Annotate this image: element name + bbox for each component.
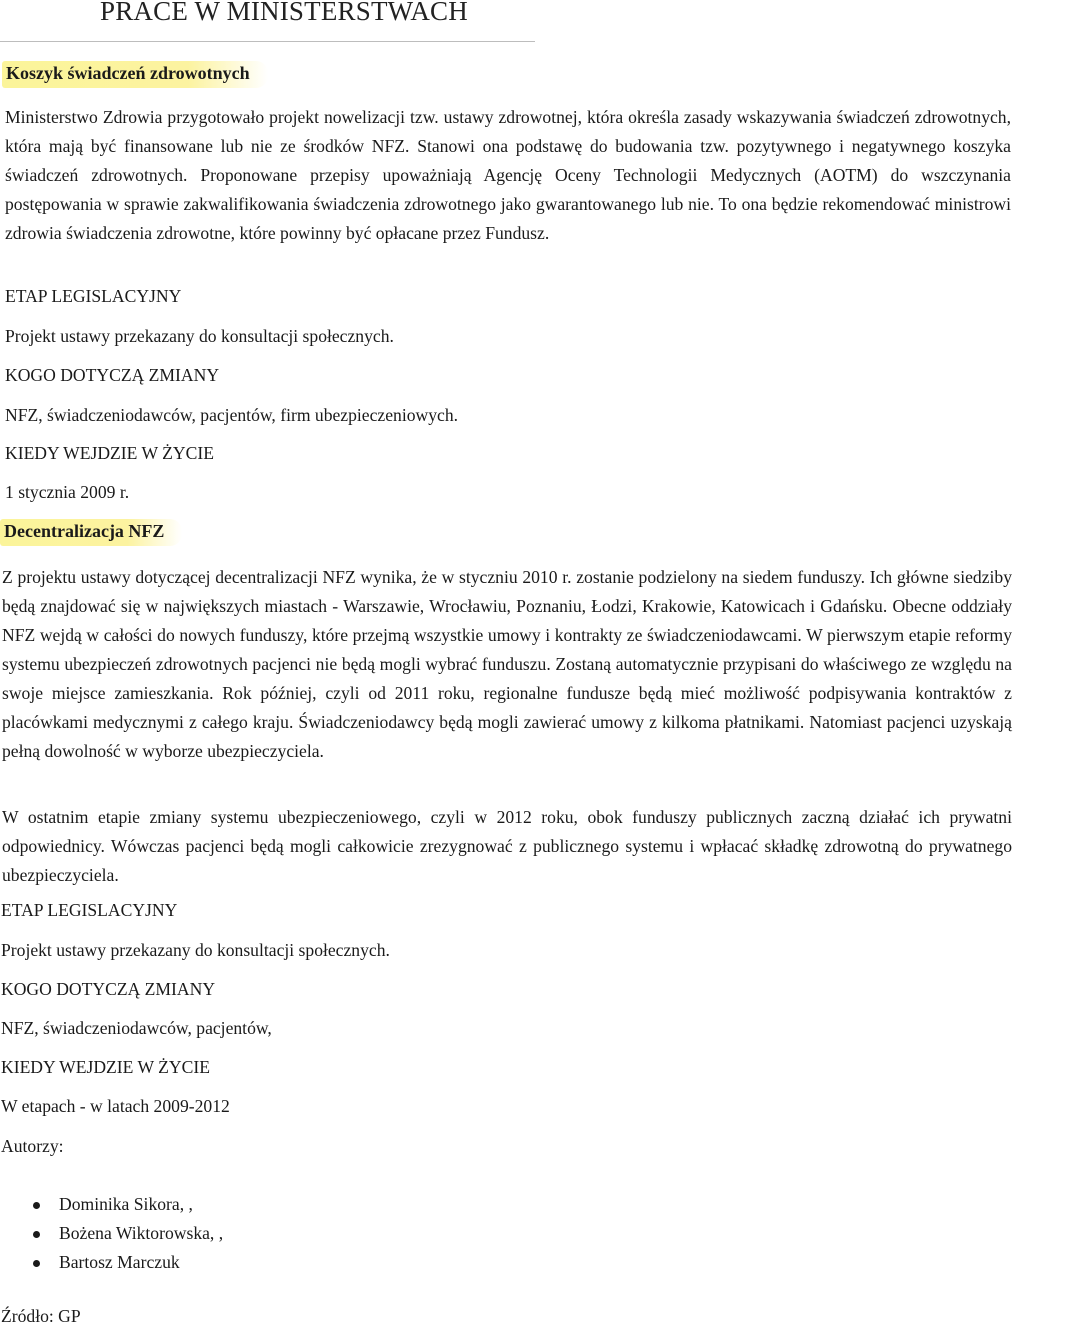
kogo-value: NFZ, świadczeniodawców, pacjentów, firm ubezpieczeniowych. <box>5 405 459 425</box>
bullet-icon <box>33 1231 40 1238</box>
source-line: Źródło: GP <box>1 1306 81 1326</box>
author-name: Dominika Sikora, , <box>59 1194 193 1214</box>
section-heading-decentralizacja: Decentralizacja NFZ <box>0 519 182 546</box>
kogo-label: KOGO DOTYCZĄ ZMIANY <box>1 979 216 999</box>
bullet-icon <box>33 1260 40 1267</box>
authors-list <box>0 1190 223 1277</box>
etap-label: ETAP LEGISLACYJNY <box>1 900 178 920</box>
etap-value: Projekt ustawy przekazany do konsultacji społecznych. <box>1 940 390 960</box>
author-item <box>0 1219 223 1248</box>
section-heading-koszyk: Koszyk świadczeń zdrowotnych <box>2 61 268 88</box>
kogo-value: NFZ, świadczeniodawców, pacjentów, <box>1 1018 272 1038</box>
etap-label: ETAP LEGISLACYJNY <box>5 286 182 306</box>
kiedy-label: KIEDY WEJDZIE W ŻYCIE <box>5 443 214 463</box>
author-name: Bartosz Marczuk <box>59 1252 180 1272</box>
kiedy-value: W etapach - w latach 2009-2012 <box>1 1096 230 1116</box>
page-title: PRACE W MINISTERSTWACH <box>100 0 468 26</box>
author-name: Bożena Wiktorowska, , <box>59 1223 224 1243</box>
kiedy-label: KIEDY WEJDZIE W ŻYCIE <box>1 1057 210 1077</box>
section-paragraph: Ministerstwo Zdrowia przygotowało projekt nowelizacji tzw. ustawy zdrowotnej, która określa zasady wskazywania świadczeń zdrowotnych, która mają być finansowane lub nie ze środków NFZ. Stanowi ona podstawę do budowania tzw. pozytywnego i negatywnego koszyka świadczeń zdrowotnych. Proponowane przepisy upoważniają Agencję Oceny Technologii Medycznych (AOTM) do wszczynania postępowania w sprawie zakwalifikowania świadczenia zdrowotnego jako gwarantowanego lub nie. To ona będzie rekomendować ministrowi zdrowia świadczenia zdrowotne, które powinny być opłacane przez Fundusz. <box>5 107 1011 243</box>
kiedy-value: 1 stycznia 2009 r. <box>5 482 130 502</box>
title-divider <box>0 41 535 42</box>
authors-label: Autorzy: <box>1 1136 64 1156</box>
author-item <box>0 1190 223 1219</box>
bullet-icon <box>33 1202 40 1209</box>
author-item <box>0 1248 223 1277</box>
section-paragraph: Z projektu ustawy dotyczącej decentralizacji NFZ wynika, że w styczniu 2010 r. zostanie podzielony na siedem funduszy. Ich główne siedziby będą znajdować się w największych miastach - Warszawie, Wrocławiu, Poznaniu, Łodzi, Krakowie, Katowicach i Gdańsku. Obecne oddziały NFZ wejdą w całości do nowych funduszy, które przejmą wszystkie umowy i kontrakty ze świadczeniodawcami. W pierwszym etapie reformy systemu ubezpieczeń zdrowotnych pacjenci nie będą mogli wybrać funduszu. Zostaną automatycznie przypisani do właściwego ze względu na swoje miejsce zamieszkania. Rok później, czyli od 2011 roku, regionalne fundusze będą mieć możliwość podpisywania kontraktów z placówkami medycznymi z całego kraju. Świadczeniodawcy będą mogli zawierać umowy z kilkoma płatnikami. Natomiast pacjenci uzyskają pełną dowolność w wyborze ubezpieczyciela. <box>2 567 1012 761</box>
kogo-label: KOGO DOTYCZĄ ZMIANY <box>5 365 220 385</box>
section-paragraph: W ostatnim etapie zmiany systemu ubezpieczeniowego, czyli w 2012 roku, obok funduszy publicznych zaczną działać ich prywatni odpowiednicy. Wówczas pacjenci będą mogli całkowicie zrezygnować z publicznego systemu i wpłacać składkę zdrowotną do prywatnego ubezpieczyciela. <box>2 807 1012 885</box>
etap-value: Projekt ustawy przekazany do konsultacji społecznych. <box>5 326 394 346</box>
